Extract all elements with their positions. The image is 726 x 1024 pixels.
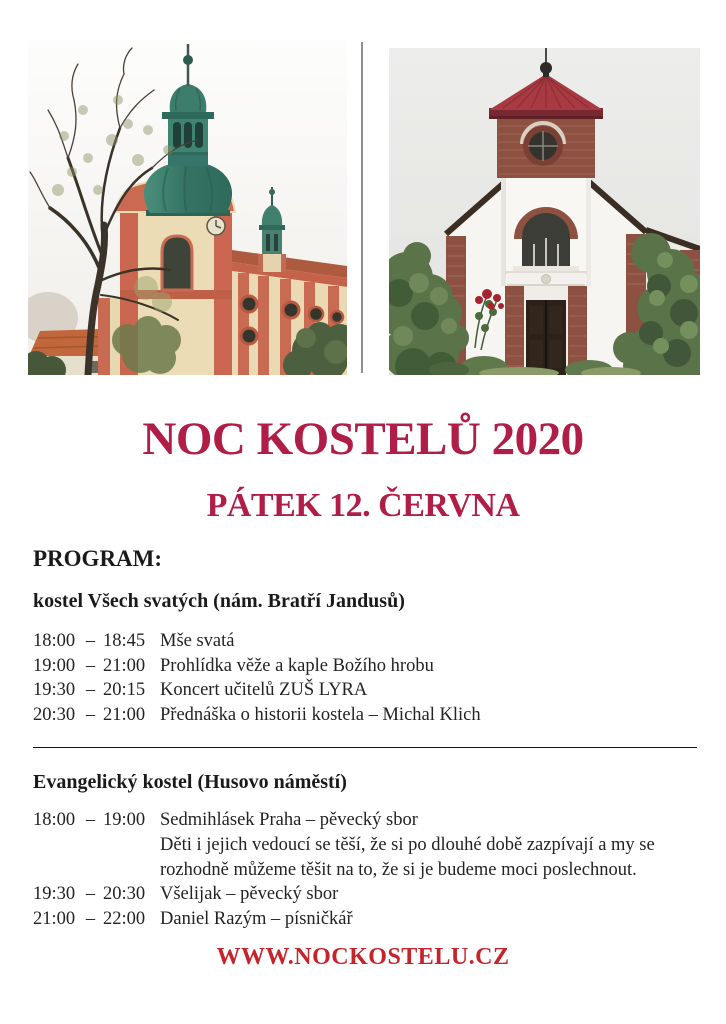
schedule-row xyxy=(33,703,697,728)
time-start: 19:30 xyxy=(33,680,76,701)
photo-divider xyxy=(361,42,363,373)
activity: Všelijak – pěvecký sbor xyxy=(160,884,339,905)
time-dash: – xyxy=(85,810,96,831)
time-start: 19:30 xyxy=(33,884,76,905)
time-start: 21:00 xyxy=(33,908,76,929)
time-dash: – xyxy=(85,631,96,651)
section-divider xyxy=(33,747,697,748)
time-end: 20:30 xyxy=(103,884,146,905)
entrance xyxy=(505,211,587,375)
activity: Mše svatá xyxy=(160,631,235,651)
poster-date: PÁTEK 12. ČERVNA xyxy=(206,487,520,524)
activity: Koncert učitelů ZUŠ LYRA xyxy=(160,680,368,701)
schedule-list-2 xyxy=(33,808,697,931)
evangelical-church-illustration xyxy=(389,48,700,375)
schedule-row xyxy=(33,629,697,654)
schedule-row xyxy=(33,882,697,907)
time-end: 19:00 xyxy=(103,810,146,831)
schedule-row xyxy=(33,678,697,703)
time-start: 18:00 xyxy=(33,631,76,651)
activity-description: Děti i jejich vedoucí se těší, že si po dlouhé době zazpívají a my se rozhodně můžeme těšit na to, že si je budeme moci poslechnout. xyxy=(160,834,655,880)
venue-title-evangelicky: Evangelický kostel (Husovo náměstí) xyxy=(33,771,347,794)
baroque-church-photo xyxy=(28,40,347,375)
time-end: 18:45 xyxy=(103,631,146,651)
evangelical-church-photo xyxy=(389,48,700,375)
time-dash: – xyxy=(85,655,96,676)
activity: Sedmihlásek Praha – pěvecký sbor xyxy=(160,810,418,831)
time-end: 21:00 xyxy=(103,704,146,725)
time-end: 20:15 xyxy=(103,680,146,701)
time-dash: – xyxy=(85,884,96,905)
time-dash: – xyxy=(85,680,96,701)
schedule-row xyxy=(33,907,697,932)
time-end: 21:00 xyxy=(103,655,146,676)
time-end: 22:00 xyxy=(103,908,146,929)
schedule-row xyxy=(33,808,697,833)
activity: Přednáška o historii kostela – Michal Klich xyxy=(160,704,481,725)
poster-title: NOC KOSTELŮ 2020 xyxy=(142,413,584,465)
website-link[interactable]: WWW.NOCKOSTELU.CZ xyxy=(216,944,510,970)
schedule-row-description xyxy=(33,833,697,882)
time-start: 19:00 xyxy=(33,655,76,676)
program-section xyxy=(33,546,697,931)
time-start: 20:30 xyxy=(33,704,76,725)
schedule-list-1 xyxy=(33,629,697,727)
time-dash: – xyxy=(85,908,96,929)
activity: Daniel Razým – písničkář xyxy=(160,908,353,929)
time-start: 18:00 xyxy=(33,810,76,831)
time-dash: – xyxy=(85,704,96,725)
activity: Prohlídka věže a kaple Božího hrobu xyxy=(160,655,434,676)
venue-title-vsech-svatych: kostel Všech svatých (nám. Bratří Jandusů) xyxy=(33,590,405,612)
schedule-row xyxy=(33,654,697,679)
baroque-church-illustration xyxy=(28,40,347,375)
program-heading: PROGRAM: xyxy=(33,546,163,571)
